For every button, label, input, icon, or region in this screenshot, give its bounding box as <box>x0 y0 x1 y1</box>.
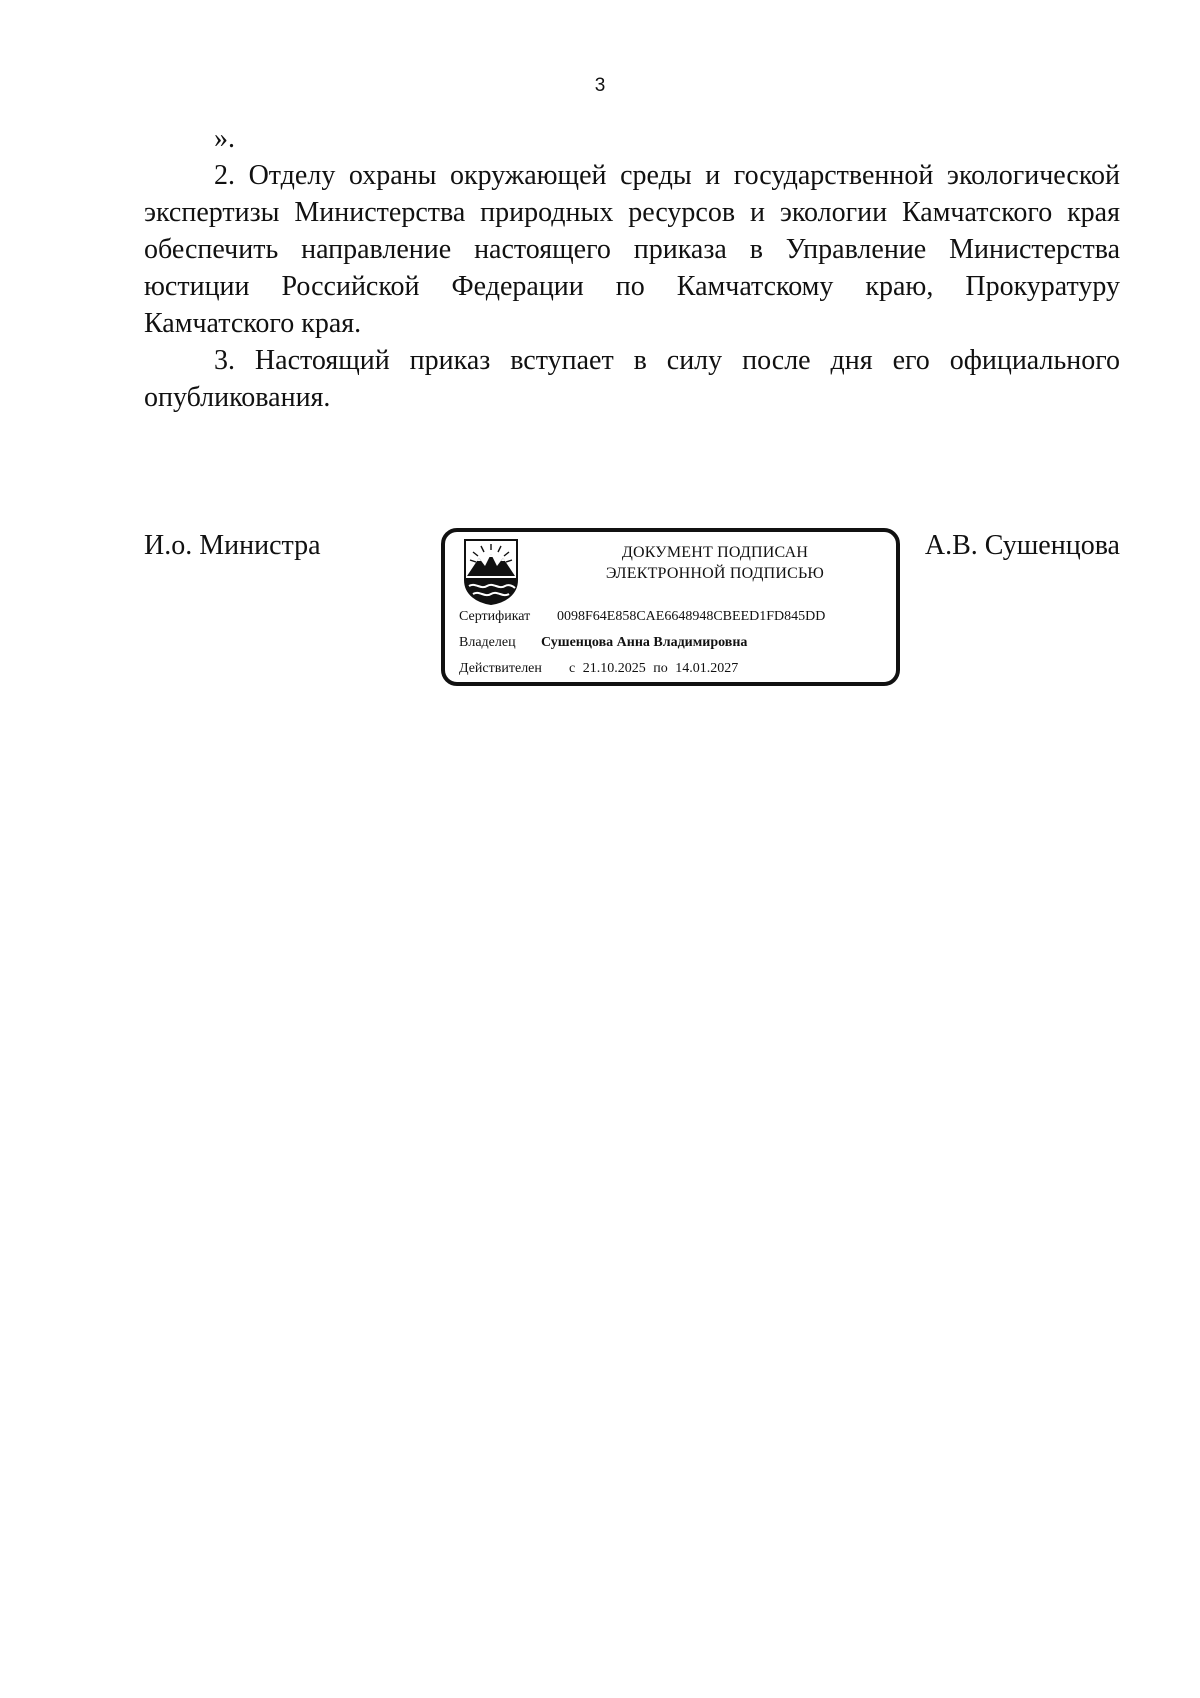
page-number: 3 <box>594 75 606 96</box>
electronic-signature-stamp <box>441 528 900 686</box>
closing-quote: ». <box>214 123 235 154</box>
owner-value: Сушенцова Анна Владимировна <box>541 635 748 650</box>
stamp-validity-row <box>459 660 742 678</box>
stamp-header-line-2: ЭЛЕКТРОННОЙ ПОДПИСЬЮ <box>605 565 825 582</box>
certificate-label: Сертификат <box>459 609 531 624</box>
valid-to-prefix: по <box>653 661 668 676</box>
valid-to-date: 14.01.2027 <box>675 661 739 676</box>
valid-label: Действителен <box>459 661 542 676</box>
paragraph-3: 3. Настоящий приказ вступает в силу после дня его официального опубликования. <box>144 345 1120 413</box>
stamp-certificate-row <box>459 608 825 626</box>
paragraph-2: 2. Отделу охраны окружающей среды и государственной экологической экспертизы Министерства природных ресурсов и экологии Камчатского края обеспечить направление настоящего приказа в Управление Министерства юстиции Российской Федерации по Камчатскому краю, Прокуратуру Камчатского края. <box>144 160 1120 339</box>
valid-from-prefix: с <box>569 661 576 676</box>
signer-name: А.В. Сушенцова <box>924 530 1120 561</box>
validity-period <box>569 661 742 676</box>
certificate-value: 0098F64E858CAE6648948CBEED1FD845DD <box>557 609 826 624</box>
valid-from-date: 21.10.2025 <box>582 661 646 676</box>
stamp-header <box>545 542 885 584</box>
document-body <box>144 120 1120 416</box>
kamchatka-coat-of-arms-icon <box>459 536 523 606</box>
stamp-owner-row <box>459 634 747 652</box>
owner-label: Владелец <box>459 635 516 650</box>
stamp-header-line-1: ДОКУМЕНТ ПОДПИСАН <box>621 544 809 561</box>
signer-title: И.о. Министра <box>144 530 321 561</box>
